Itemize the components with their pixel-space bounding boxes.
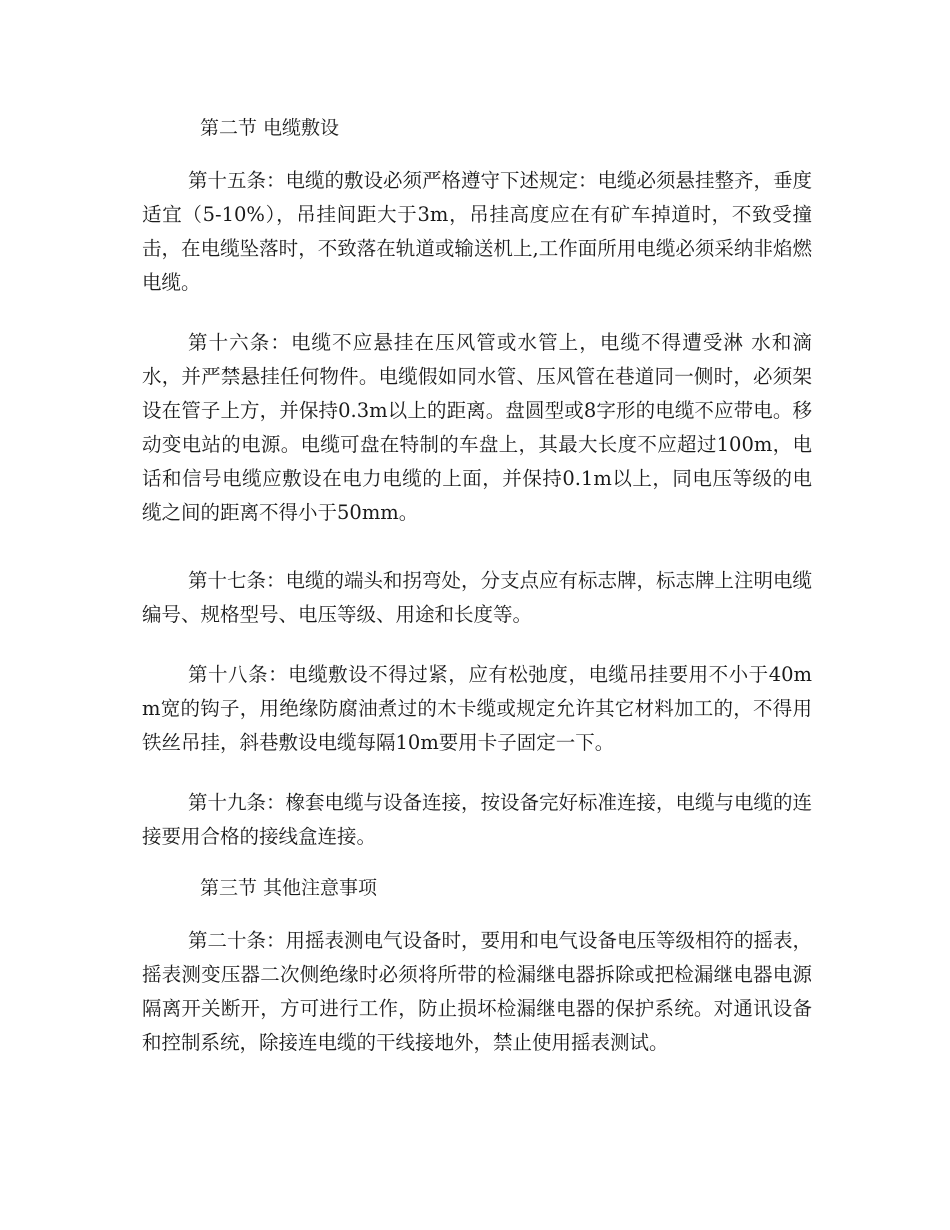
article-20-paragraph: 第二十条：用摇表测电气设备时，要用和电气设备电压等级相符的摇表，摇表测变压器二次侧绝缘时必须将所带的检漏继电器拆除或把检漏继电器电源隔离开关断开，方可进行工作，防止损坏检漏继电器的保护系统。对通讯设备和控制系统，除接连电缆的干线接地外，禁止使用摇表测试。 — [142, 929, 813, 1054]
article-17-paragraph: 第十七条：电缆的端头和拐弯处，分支点应有标志牌，标志牌上注明电缆编号、规格型号、电压等级、用途和长度等。 — [142, 569, 813, 626]
article-18-paragraph: 第十八条：电缆敷设不得过紧，应有松弛度，电缆吊挂要用不小于40mm宽的钩子，用绝缘防腐油煮过的木卡缆或规定允许其它材料加工的，不得用铁丝吊挂，斜巷敷设电缆每隔10m要用卡子固定一下。 — [142, 663, 812, 754]
article-19-paragraph: 第十九条：橡套电缆与设备连接，按设备完好标准连接，电缆与电缆的连接要用合格的接线盒连接。 — [142, 791, 813, 848]
section-3-heading: 第三节 其他注意事项 — [200, 877, 378, 899]
article-15-paragraph: 第十五条：电缆的敷设必须严格遵守下述规定：电缆必须悬挂整齐，垂度适宜（5-10%），吊挂间距大于3m，吊挂高度应在有矿车掉道时，不致受撞击，在电缆坠落时，不致落在轨道或输送机上,工作面所用电缆必须采纳非焰燃电缆。 — [142, 169, 813, 294]
article-16-paragraph: 第十六条：电缆不应悬挂在压风管或水管上，电缆不得遭受淋 水和滴水，并严禁悬挂任何物件。电缆假如同水管、压风管在巷道同一侧时，必须架设在管子上方，并保持0.3m以上的距离。盘圆型或8字形的电缆不应带电。移动变电站的电源。电缆可盘在特制的车盘上，其最大长度不应超过100m，电话和信号电缆应敷设在电力电缆的上面，并保持0.1m以上，同电压等级的电缆之间的距离不得小于50mm。 — [142, 331, 812, 524]
section-2-heading: 第二节 电缆敷设 — [200, 117, 340, 139]
